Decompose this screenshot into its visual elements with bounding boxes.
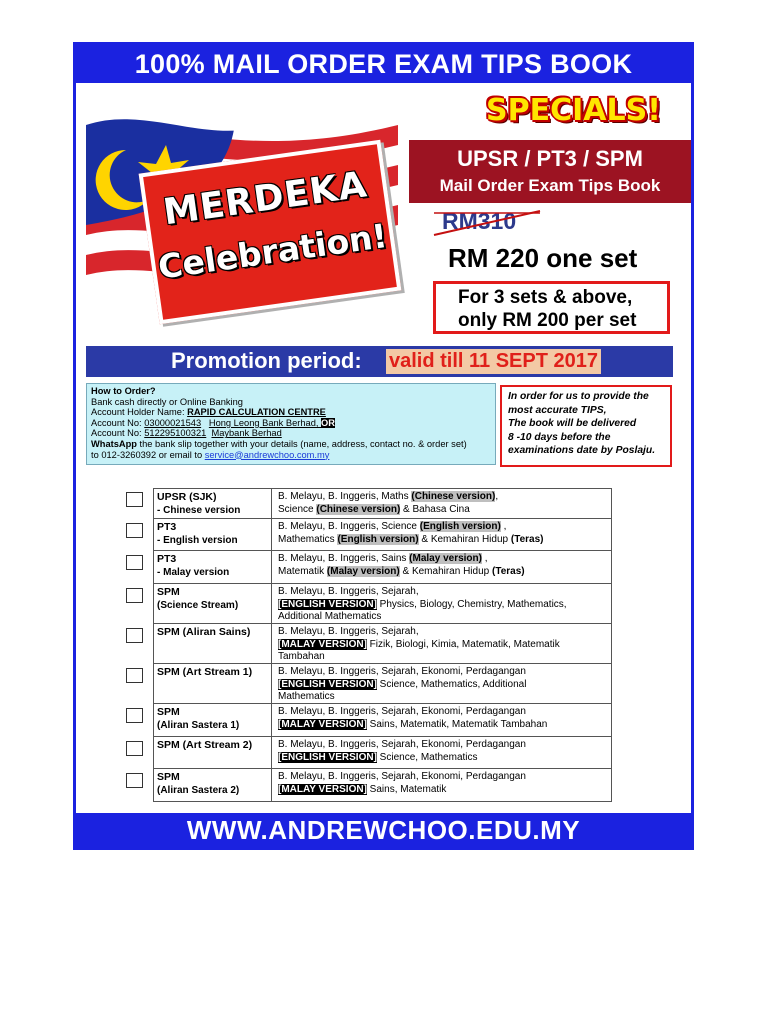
table-row (111, 704, 671, 737)
subjects-line (278, 521, 611, 534)
whatsapp-label: WhatsApp (91, 438, 137, 449)
subjects-line (278, 599, 611, 612)
version-tag: [MALAY VERSION] (278, 783, 367, 795)
subjects-text: Tambahan (278, 651, 325, 663)
order-checkbox[interactable] (126, 588, 143, 603)
subjects-line (278, 626, 611, 639)
merdeka-banner (139, 140, 402, 324)
subjects-text: Matematik (278, 565, 327, 577)
level-name: SPM (157, 586, 180, 598)
subjects-text: (Teras) (492, 565, 525, 577)
bank-name-1: Hong Leong Bank Berhad, (208, 417, 322, 428)
table-row (111, 488, 671, 519)
subjects-line (278, 706, 611, 719)
order-checkbox[interactable] (126, 523, 143, 538)
subjects-line (278, 739, 611, 752)
level-cell (153, 664, 271, 704)
checkbox-cell (111, 551, 153, 584)
subjects-line (278, 752, 611, 765)
subjects-cell (271, 664, 612, 704)
version-tag: [ENGLISH VERSION] (278, 751, 377, 763)
checkbox-cell (111, 584, 153, 624)
subjects-line (278, 534, 611, 547)
note-line2: most accurate TIPS, (508, 404, 607, 416)
subjects-cell (271, 584, 612, 624)
subjects-text: & Kemahiran Hidup (399, 565, 492, 577)
level-name: PT3 (157, 521, 177, 533)
subjects-line (278, 651, 611, 664)
subjects-line (278, 491, 611, 504)
bulk-offer-line2: only RM 200 per set (458, 310, 637, 331)
version-highlight: (Malay version) (409, 553, 482, 564)
bank-name-2: Maybank Berhad (211, 428, 282, 439)
subjects-text: (Teras) (510, 533, 544, 545)
subjects-cell (271, 737, 612, 769)
order-checkbox[interactable] (126, 628, 143, 643)
table-row (111, 551, 671, 584)
bulk-offer-box (433, 281, 670, 334)
checkbox-cell (111, 737, 153, 769)
table-row (111, 584, 671, 624)
version-highlight: (English version) (337, 533, 419, 545)
version-highlight: (Chinese version) (411, 491, 496, 502)
subjects-text: Fizik, Biologi, Kimia, Matematik, Matematik (366, 638, 560, 650)
subjects-text: , (495, 491, 499, 502)
subjects-line (278, 504, 611, 517)
order-checkbox[interactable] (126, 708, 143, 723)
level-name: SPM (Aliran Sains) (157, 626, 251, 638)
subjects-line (278, 586, 611, 599)
level-name: SPM (Art Stream 2) (157, 739, 253, 751)
contact-phone: to 012-3260392 (91, 449, 157, 460)
email-link[interactable]: service@andrewchoo.com.my (204, 449, 330, 460)
level-variant: (Science Stream) (157, 600, 239, 611)
subjects-line (278, 784, 611, 797)
flyer (73, 42, 694, 850)
order-checkbox[interactable] (126, 492, 143, 507)
subjects-text: Sains, Matematik (366, 783, 447, 795)
version-highlight: (Malay version) (326, 565, 400, 577)
subjects-text: B. Melayu, B. Inggeris, Sejarah, Ekonomi, Perdagangan (278, 771, 526, 782)
subjects-text: Additional Mathematics (278, 611, 382, 623)
promotion-period-label: Promotion period: (171, 348, 362, 373)
subjects-line (278, 679, 611, 692)
level-name: SPM (Art Stream 1) (157, 666, 253, 678)
page-title: 100% MAIL ORDER EXAM TIPS BOOK (76, 45, 691, 83)
promotion-period-value: valid till 11 SEPT 2017 (386, 349, 601, 374)
subjects-text: , (500, 521, 507, 532)
promotion-period-bar (86, 346, 673, 377)
checkbox-cell (111, 519, 153, 551)
version-highlight: (English version) (419, 521, 501, 532)
checkbox-cell (111, 704, 153, 737)
table-row (111, 519, 671, 551)
subjects-line (278, 666, 611, 679)
subjects-text: B. Melayu, B. Inggeris, Science (278, 521, 420, 532)
account-number-2: 512295100321 (144, 428, 207, 439)
subjects-text: Science (278, 503, 317, 515)
or-label: OR (321, 417, 335, 428)
table-row (111, 664, 671, 704)
order-line1: Bank cash directly or Online Banking (91, 396, 243, 407)
subjects-text: B. Melayu, B. Inggeris, Maths (278, 491, 412, 502)
level-cell (153, 488, 271, 519)
subjects-text: B. Melayu, B. Inggeris, Sains (278, 553, 410, 564)
subjects-cell (271, 551, 612, 584)
delivery-note (500, 385, 672, 467)
order-checkbox[interactable] (126, 668, 143, 683)
bulk-offer-line1: For 3 sets & above, (458, 287, 633, 308)
product-box (409, 140, 691, 203)
subjects-cell (271, 624, 612, 664)
level-variant: - Malay version (157, 567, 230, 578)
level-variant: (Aliran Sastera 1) (157, 720, 240, 731)
subjects-line (278, 553, 611, 566)
how-to-order-box (86, 383, 496, 465)
account-number-1: 03000021543 (144, 417, 202, 428)
level-name: PT3 (157, 553, 177, 565)
note-line5: examinations date by Poslaju. (508, 445, 656, 456)
version-tag: [MALAY VERSION] (278, 638, 367, 650)
subjects-cell (271, 519, 612, 551)
subjects-text: Mathematics (278, 533, 338, 545)
level-cell (153, 737, 271, 769)
whatsapp-instructions: the bank slip together with your details (name, address, contact no. & order set) (136, 438, 467, 449)
strikethrough-mark (432, 207, 542, 237)
subjects-text: Science, Mathematics, Additional (376, 678, 527, 690)
subjects-text: & Kemahiran Hidup (418, 533, 511, 545)
subjects-cell (271, 704, 612, 737)
note-line3: The book will be delivered (508, 418, 637, 429)
contact-mid: or email to (156, 449, 205, 460)
order-heading: How to Order? (91, 386, 156, 396)
subjects-text: B. Melayu, B. Inggeris, Sejarah, Ekonomi, Perdagangan (278, 666, 526, 677)
checkbox-cell (111, 769, 153, 802)
subjects-text: B. Melayu, B. Inggeris, Sejarah, (278, 586, 419, 597)
subjects-text: & Bahasa Cina (400, 503, 470, 515)
acc1-label: Account No: (91, 417, 145, 428)
order-checkbox[interactable] (126, 555, 143, 570)
version-highlight: (Chinese version) (316, 503, 401, 515)
order-checkbox[interactable] (126, 741, 143, 756)
product-title: UPSR / PT3 / SPM (457, 146, 643, 171)
product-subtitle: Mail Order Exam Tips Book (439, 176, 661, 195)
acc2-label: Account No: (91, 428, 145, 439)
subjects-text: B. Melayu, B. Inggeris, Sejarah, Ekonomi, Perdagangan (278, 739, 526, 750)
subjects-line (278, 611, 611, 624)
table-row (111, 769, 671, 802)
order-options-table (111, 488, 671, 802)
table-row (111, 624, 671, 664)
checkbox-cell (111, 664, 153, 704)
subjects-line (278, 771, 611, 784)
level-variant: - English version (157, 535, 238, 546)
new-price: RM 220 one set (448, 243, 638, 273)
version-tag: [MALAY VERSION] (278, 718, 367, 730)
level-cell (153, 519, 271, 551)
subjects-line (278, 691, 611, 704)
account-holder: RAPID CALCULATION CENTRE (187, 407, 326, 418)
subjects-text: B. Melayu, B. Inggeris, Sejarah, Ekonomi, Perdagangan (278, 706, 526, 717)
subjects-cell (271, 769, 612, 802)
subjects-line (278, 566, 611, 579)
old-price: RM310 (442, 208, 517, 234)
subjects-text: , (481, 553, 488, 564)
level-variant: (Aliran Sastera 2) (157, 785, 240, 796)
level-cell (153, 551, 271, 584)
table-row (111, 737, 671, 769)
checkbox-cell (111, 488, 153, 519)
merdeka-title: MERDEKA (160, 164, 370, 234)
subjects-text: Science, Mathematics (376, 751, 478, 763)
note-line1: In order for us to provide the (508, 391, 649, 402)
merdeka-subtitle: Celebration! (155, 215, 390, 287)
website-url[interactable]: WWW.ANDREWCHOO.EDU.MY (76, 813, 691, 847)
subjects-line (278, 639, 611, 652)
subjects-text: Mathematics (278, 691, 335, 703)
subjects-line (278, 719, 611, 732)
level-name: SPM (157, 706, 180, 718)
subjects-text: Sains, Matematik, Matematik Tambahan (366, 718, 548, 730)
checkbox-cell (111, 624, 153, 664)
level-name: SPM (157, 771, 180, 783)
note-line4: 8 -10 days before the (508, 431, 611, 443)
level-variant: - Chinese version (157, 505, 241, 516)
level-cell (153, 769, 271, 802)
subjects-cell (271, 488, 612, 519)
version-tag: [ENGLISH VERSION] (278, 598, 377, 610)
version-tag: [ENGLISH VERSION] (278, 678, 377, 690)
level-cell (153, 704, 271, 737)
level-cell (153, 624, 271, 664)
subjects-text: Physics, Biology, Chemistry, Mathematics, (376, 598, 567, 610)
holder-label: Account Holder Name: (91, 407, 188, 418)
level-name: UPSR (SJK) (157, 491, 217, 503)
order-checkbox[interactable] (126, 773, 143, 788)
level-cell (153, 584, 271, 624)
subjects-text: B. Melayu, B. Inggeris, Sejarah, (278, 626, 419, 637)
specials-badge: SPECIALS! (486, 93, 661, 128)
